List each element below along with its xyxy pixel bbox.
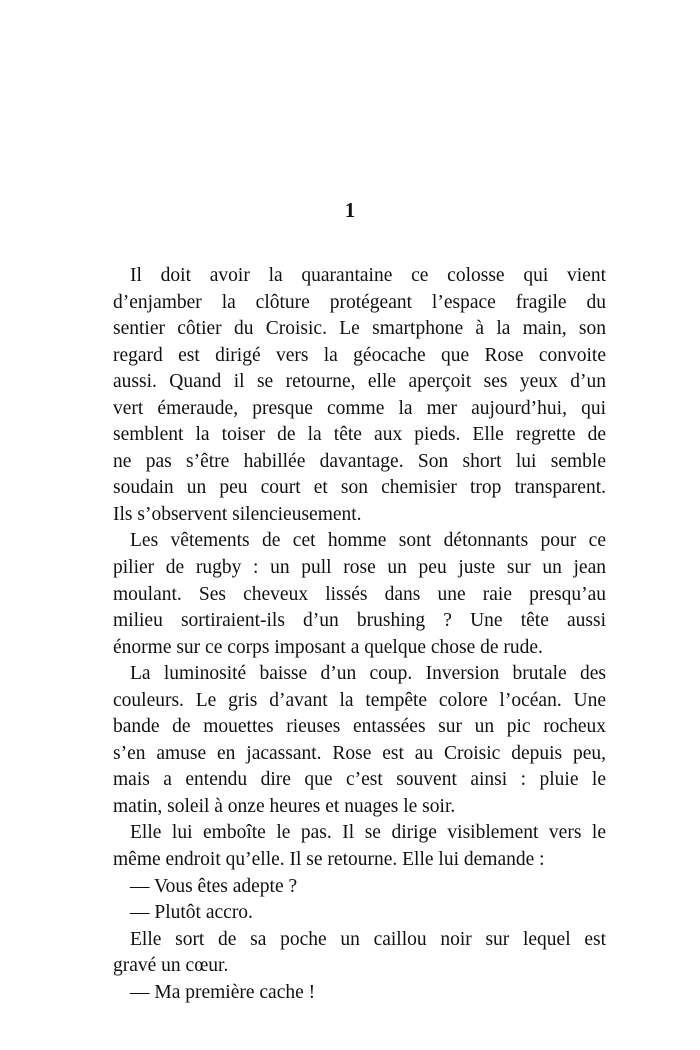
text-line: — Vous êtes adepte ? [130,875,298,897]
text-line: matin, soleil à onze heures et nuages le soir. [113,795,456,817]
text-line: Il doit avoir la quarantaine ce colosse qui vient [130,265,606,286]
text-line: bande de mouettes rieuses entassées sur un pic rocheux [113,716,606,738]
text-line: regard est dirigé vers la géocache que Rose convoite [113,344,606,366]
text-line: couleurs. Le gris d’avant la tempête colore l’océan. Une [113,689,606,711]
text-line: Elle lui emboîte le pas. Il se dirige visiblement vers le [130,822,606,844]
text-line: La luminosité baisse d’un coup. Inversion brutale des [130,663,606,685]
text-line: Les vêtements de cet homme sont détonnants pour ce [130,530,606,552]
text-line: vert émeraude, presque comme la mer aujourd’hui, qui [113,397,606,419]
text-line: sentier côtier du Croisic. Le smartphone à la main, son [113,318,606,340]
text-line: énorme sur ce corps imposant a quelque chose de rude. [113,636,543,658]
text-line: Elle sort de sa poche un caillou noir sur lequel est [130,928,606,950]
text-line: pilier de rugby : un pull rose un peu juste sur un jean [113,557,606,579]
text-line: ne pas s’être habillée davantage. Son short lui semble [113,450,606,472]
text-line: — Plutôt accro. [130,902,253,924]
text-line: même endroit qu’elle. Il se retourne. Elle lui demande : [113,849,545,871]
text-line: s’en amuse en jacassant. Rose est au Croisic depuis peu, [113,742,606,764]
paragraph [113,980,606,1007]
text-line: moulant. Ses cheveux lissés dans une raie presqu’au [113,583,606,605]
text-line: semblent la toiser de la tête aux pieds. Elle regrette de [113,424,606,446]
text-line: aussi. Quand il se retourne, elle aperçoit ses yeux d’un [113,371,606,393]
text-line: gravé un cœur. [113,955,229,977]
body-text [113,263,606,1006]
paragraph [113,528,606,661]
chapter-number: 1 [344,198,356,222]
text-line: mais a entendu dire que c’est souvent ainsi : pluie le [113,769,606,791]
text-line: soudain un peu court et son chemisier trop transparent. [113,477,606,499]
paragraph [113,900,606,927]
text-line: milieu sortiraient-ils d’un brushing ? Une tête aussi [113,610,606,632]
paragraph [113,927,606,980]
text-line: Ils s’observent silencieusement. [113,503,362,525]
paragraph [113,874,606,901]
paragraph [113,661,606,820]
paragraph [113,820,606,873]
paragraph [113,263,606,528]
text-line: d’enjamber la clôture protégeant l’espace fragile du [113,291,606,313]
text-line: — Ma première cache ! [130,981,316,1003]
